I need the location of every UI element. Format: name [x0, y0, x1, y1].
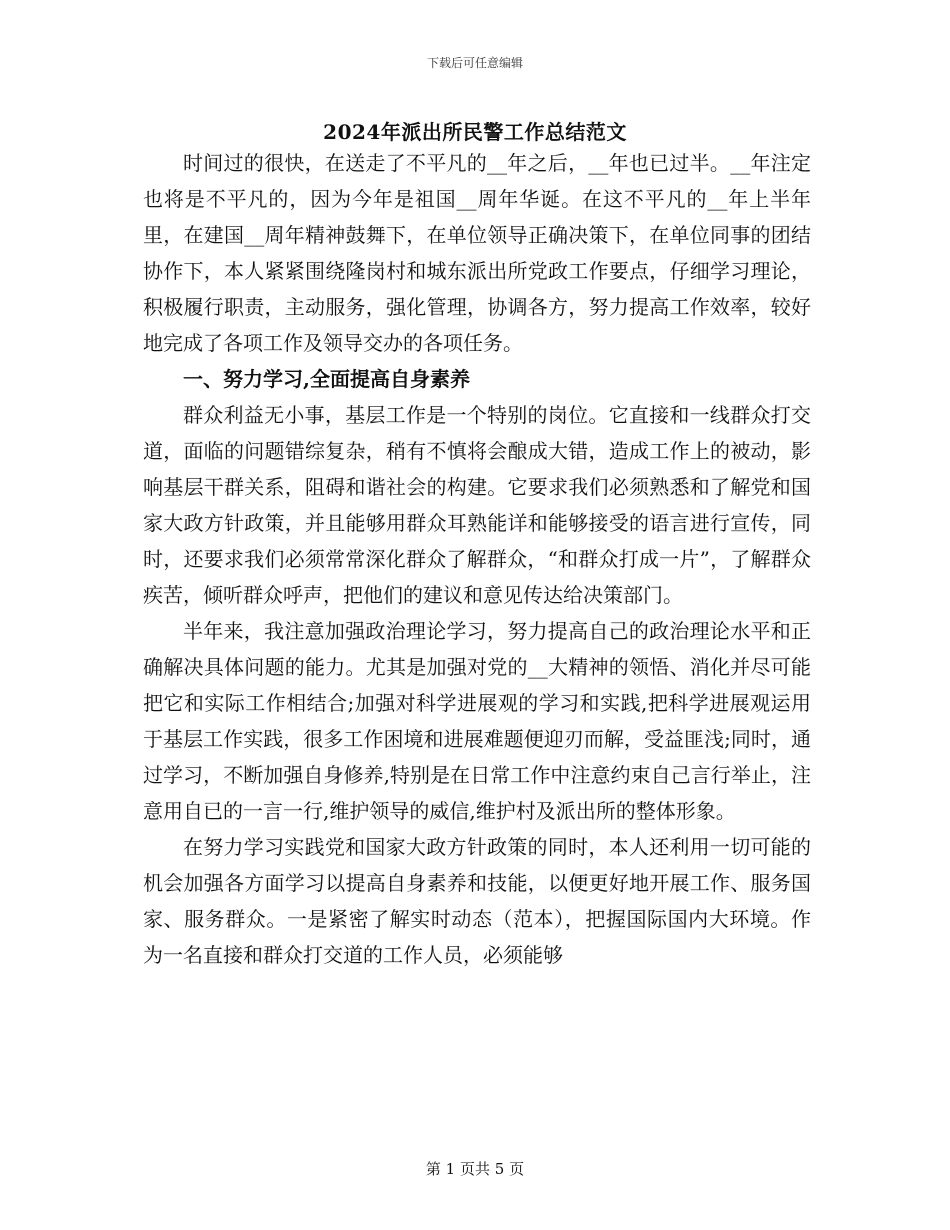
paragraph-skills-study: 在努力学习实践党和国家大政方针政策的同时，本人还利用一切可能的机会加强各方面学习以提高自身素养和技能，以便更好地开展工作、服务国家、服务群众。一是紧密了解实时动态（范本），把握国际国内大环境。作为一名直接和群众打交道的工作人员，必须能够: [143, 835, 811, 967]
header-note: 下载后可任意编辑: [426, 56, 523, 70]
paragraph-intro: 时间过的很快，在送走了不平凡的__年之后，__年也已过半。__年注定也将是不平凡的，因为今年是祖国__周年华诞。在这不平凡的__年上半年里，在建国__周年精神鼓舞下，在单位领导正确决策下，在单位同事的团结协作下，本人紧紧围绕隆岗村和城东派出所党政工作要点，仔细学习理论，积极履行职责，主动服务，强化管理，协调各方，努力提高工作效率，较好地完成了各项工作及领导交办的各项任务。: [143, 151, 811, 355]
paragraph-mass-interest: 群众利益无小事，基层工作是一个特别的岗位。它直接和一线群众打交道，面临的问题错综复杂，稍有不慎将会酿成大错，造成工作上的被动，影响基层干群关系，阻碍和谐社会的构建。它要求我们必须熟悉和了解党和国家大政方针政策，并且能够用群众耳熟能详和能够接受的语言进行宣传，同时，还要求我们必须常常深化群众了解群众，“和群众打成一片”，了解群众疾苦，倾听群众呼声，把他们的建议和意见传达给决策部门。: [143, 403, 811, 607]
page-footer: 第 1 页共 5 页: [425, 1160, 525, 1178]
document-title: 2024年派出所民警工作总结范文: [323, 120, 627, 144]
section-heading-1: 一、努力学习,全面提高自身素养: [183, 367, 470, 391]
document-body: [143, 145, 811, 973]
paragraph-political-study: 半年来，我注意加强政治理论学习，努力提高自己的政治理论水平和正确解决具体问题的能力。尤其是加强对党的__大精神的领悟、消化并尽可能把它和实际工作相结合;加强对科学进展观的学习和实践,把科学进展观运用于基层工作实践，很多工作困境和进展难题便迎刃而解，受益匪浅;同时，通过学习，不断加强自身修养,特别是在日常工作中注意约束自己言行举止，注意用自已的一言一行,维护领导的威信,维护村及派出所的整体形象。: [143, 619, 811, 823]
